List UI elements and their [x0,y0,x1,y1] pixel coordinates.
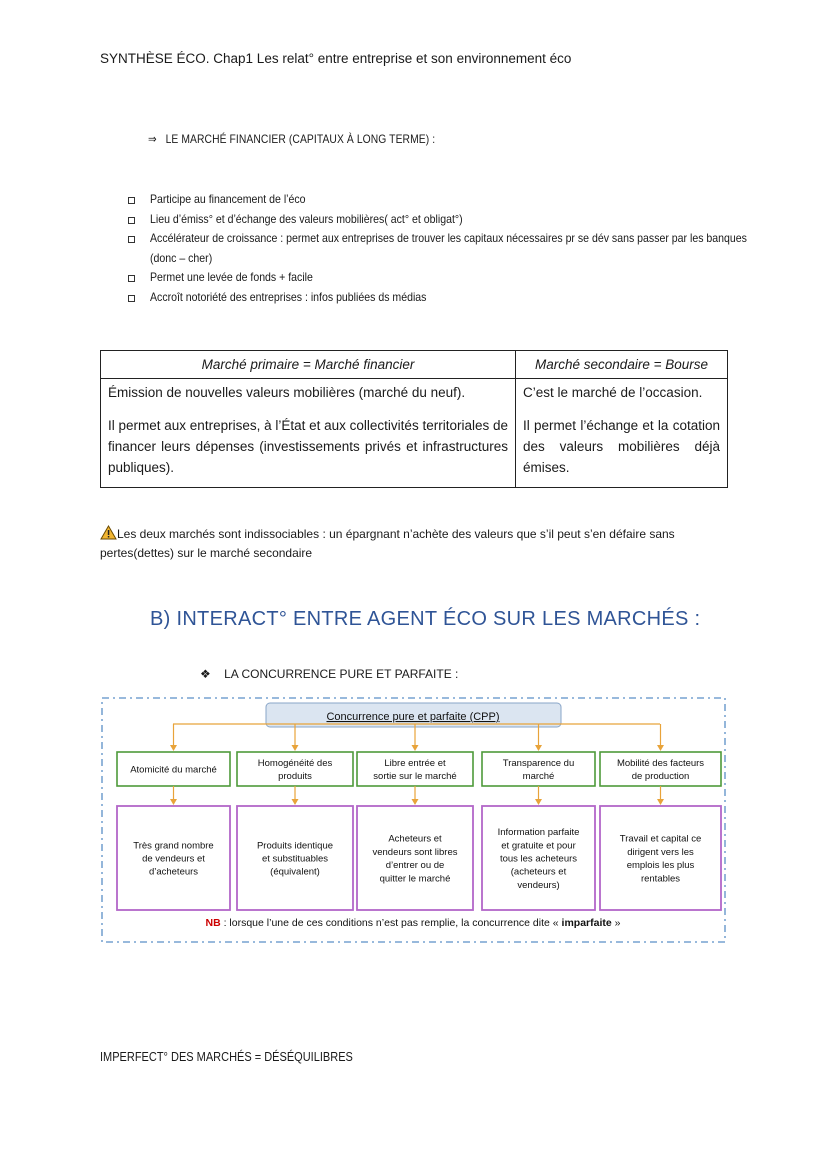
square-bullet-icon [128,275,135,282]
arrow-down-icon [657,745,664,751]
condition-detail-line: (acheteurs et [510,866,567,878]
condition-title-line: sortie sur le marché [373,771,457,782]
primary-market-cell: Émission de nouvelles valeurs mobilières (marché du neuf). Il permet aux entreprises, à l’État et aux collectivités territoriales de financer leurs dépenses (investissements privés et infrastructures publiques). [101,379,516,488]
condition-detail-box [357,806,473,910]
market-table [100,350,728,488]
arrow-down-icon [657,799,664,805]
page-footer: IMPERFECT° DES MARCHÉS = DÉSÉQUILIBRES [100,1050,353,1064]
arrow-right-icon: ⇒ [148,132,157,146]
list-item: Lieu d’émiss° et d’échange des valeurs mobilières( act° et obligat°) [128,210,768,230]
condition-detail-box [600,806,721,910]
diamond-bullet-icon: ❖ [200,667,211,681]
condition-detail-line: vendeurs sont libres [372,846,458,858]
condition-detail-line: Produits identique [256,840,334,852]
condition-title-line: de production [631,771,690,782]
arrow-down-icon [170,745,177,751]
condition-detail-line: d’entrer ou de [385,860,445,872]
condition-detail-line: (équivalent) [270,866,320,878]
condition-title-line: Homogénéité des [257,758,333,769]
condition-title-line: Atomicité du marché [130,764,217,776]
root-label: Concurrence pure et parfaite (CPP) [326,711,500,723]
condition-detail-line: d’acheteurs [148,866,199,878]
table-header-secondary: Marché secondaire = Bourse [516,351,728,379]
list-item: Accroît notoriété des entreprises : infos publiées ds médias [128,288,768,308]
condition-detail-line: Information parfaite [497,827,580,839]
square-bullet-icon [128,197,135,204]
arrow-down-icon [170,799,177,805]
condition-detail-line: Très grand nombre [133,840,214,852]
nb-end: » [611,917,621,929]
condition-detail-line: Acheteurs et [388,833,442,845]
nb-label: NB [205,917,221,929]
cpp-subtitle: ❖ LA CONCURRENCE PURE ET PARFAITE : [200,667,459,681]
condition-title-line: produits [278,771,312,782]
bullet-list [128,190,768,307]
condition-title-line: Transparence du [502,758,575,769]
arrow-down-icon [412,745,419,751]
condition-detail-line: vendeurs) [517,879,560,891]
diagram-columns [117,724,721,910]
condition-detail-line: dirigent vers les [627,846,694,858]
cpp-diagram [101,695,726,945]
page-header: SYNTHÈSE ÉCO. Chap1 Les relat° entre entreprise et son environnement éco [100,51,572,66]
condition-detail-line: Travail et capital ce [619,833,702,845]
square-bullet-icon [128,236,135,243]
part-b-title: B) INTERACT° ENTRE AGENT ÉCO SUR LES MARCHÉS : [150,608,701,630]
condition-detail-line: et gratuite et pour [501,840,576,852]
nb-note [206,917,621,929]
square-bullet-icon [128,217,135,224]
warning-icon [100,525,117,540]
condition-title-line: marché [522,771,555,782]
nb-text: : lorsque l’une de ces conditions n’est pas remplie, la concurrence dite « [220,917,562,929]
list-item: Participe au financement de l’éco [128,190,768,210]
condition-detail-line: tous les acheteurs [499,853,578,865]
arrow-down-icon [535,799,542,805]
nb-bold: imparfaite [561,917,612,929]
condition-detail-line: de vendeurs et [142,853,205,865]
section-title-text: LE MARCHÉ FINANCIER (CAPITAUX À LONG TERME) : [165,132,436,146]
square-bullet-icon [128,295,135,302]
list-item: Accélérateur de croissance : permet aux entreprises de trouver les capitaux nécessaires pr se dév sans passer par les banques (donc – cher) [128,229,768,268]
section-title [148,132,435,146]
condition-detail-line: emplois les plus [626,860,695,872]
warning-note: Les deux marchés sont indissociables : un épargnant n’achète des valeurs que s’il peut s’en défaire sans pertes(dettes) sur le marché secondaire [100,527,675,560]
list-item: Permet une levée de fonds + facile [128,268,768,288]
condition-detail-line: rentables [640,873,681,885]
table-header-primary: Marché primaire = Marché financier [101,351,516,379]
arrow-down-icon [292,799,299,805]
condition-detail-line: et substituables [261,853,329,865]
arrow-down-icon [535,745,542,751]
condition-title-line: Libre entrée et [384,758,446,769]
arrow-down-icon [412,799,419,805]
secondary-market-cell: C’est le marché de l’occasion. Il permet l’échange et la cotation des valeurs mobilières déjà émises. [516,379,728,488]
condition-detail-line: quitter le marché [379,873,451,885]
condition-title-line: Mobilité des facteurs [616,758,705,769]
arrow-down-icon [292,745,299,751]
